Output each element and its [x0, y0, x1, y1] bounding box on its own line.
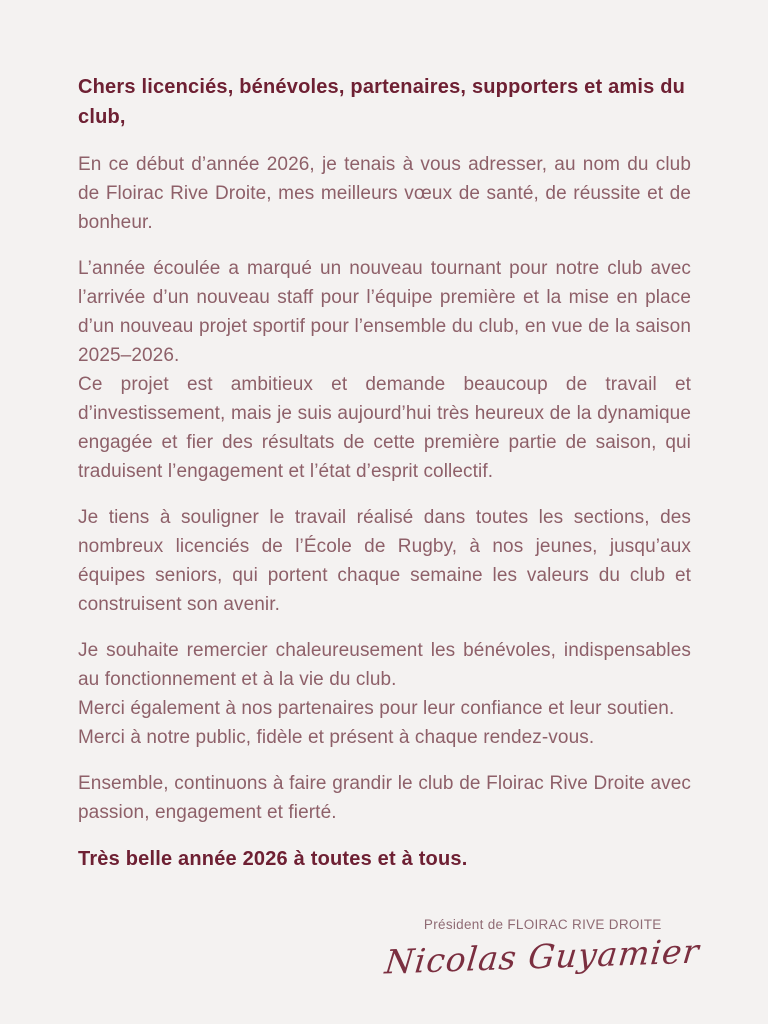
paragraph: Je tiens à souligner le travail réalisé dans toutes les sections, des nombreux licenciés de l’École de Rugby, à nos jeunes, jusqu’aux équipes seniors, qui portent chaque semaine les valeurs du club et construisent son avenir. — [78, 507, 691, 615]
paragraph: En ce début d’année 2026, je tenais à vous adresser, au nom du club de Floirac Rive Droite, mes meilleurs vœux de santé, de réussite et de bonheur. — [78, 154, 691, 233]
paragraph: Merci également à nos partenaires pour leur confiance et leur soutien. — [78, 698, 675, 719]
paragraph-block-intro — [78, 150, 691, 237]
paragraph: Je souhaite remercier chaleureusement les bénévoles, indispensables au fonctionnement et à la vie du club. — [78, 640, 691, 690]
paragraph: Merci à notre public, fidèle et présent à chaque rendez-vous. — [78, 727, 595, 748]
signature-block — [383, 916, 703, 982]
paragraph-block-ensemble — [78, 769, 691, 827]
paragraph-block-thanks — [78, 636, 691, 752]
paragraph-block-sections — [78, 503, 691, 619]
signature-role: Président de FLOIRAC RIVE DROITE — [423, 917, 662, 932]
signature-name: Nicolas Guyamier — [383, 931, 703, 982]
salutation: Chers licenciés, bénévoles, partenaires, supporters et amis du club, — [78, 76, 686, 128]
paragraph-block-season — [78, 254, 691, 486]
paragraph: L’année écoulée a marqué un nouveau tournant pour notre club avec l’arrivée d’un nouveau staff pour l’équipe première et la mise en place d’un nouveau projet sportif pour l’ensemble du club, en vue de la saison 2025–2026. — [78, 258, 691, 366]
paragraph: Ensemble, continuons à faire grandir le club de Floirac Rive Droite avec passion, engagement et fierté. — [78, 773, 691, 823]
closing-line: Très belle année 2026 à toutes et à tous. — [78, 848, 468, 870]
paragraph: Ce projet est ambitieux et demande beaucoup de travail et d’investissement, mais je suis aujourd’hui très heureux de la dynamique engagée et fier des résultats de cette première partie de saison, qui traduisent l’engagement et l’état d’esprit collectif. — [78, 374, 691, 482]
letter-content — [78, 72, 691, 874]
